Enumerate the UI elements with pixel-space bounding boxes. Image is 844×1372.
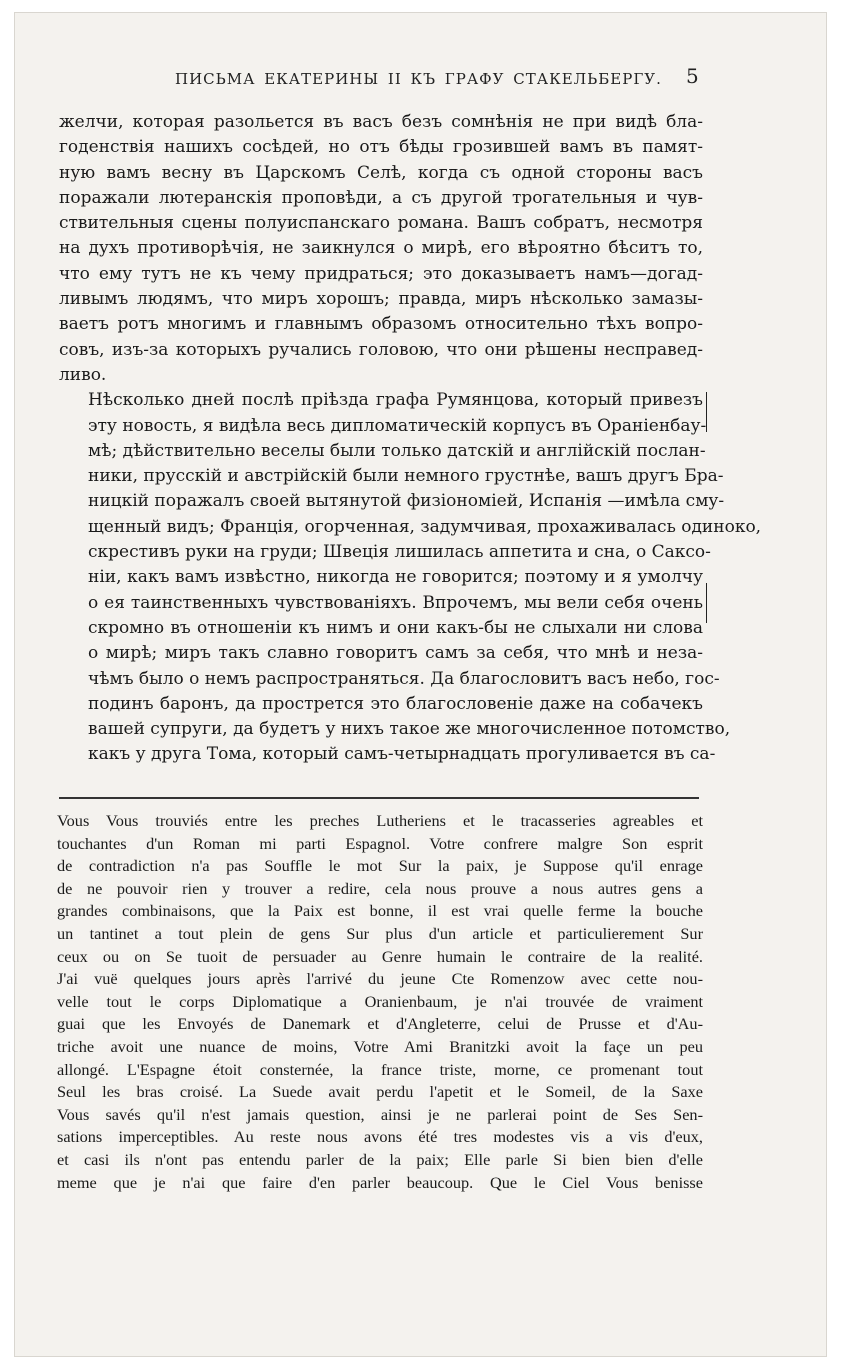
running-title: ПИСЬМА ЕКАТЕРИНЫ II КЪ ГРАФУ СТАКЕЛЬБЕРГУ.	[175, 70, 662, 88]
footnote-line: Vous savés qu'il n'est jamais question, ainsi je ne parlerai point de Ses Sen-	[57, 1104, 703, 1124]
text-line: что ему тутъ не къ чему придраться; это доказываетъ намъ—догад-	[59, 263, 703, 284]
footnote-french-original	[57, 810, 703, 1194]
main-text-body	[59, 110, 762, 768]
paragraph-2	[59, 388, 762, 767]
footnote-line: Vous Vous trouviés entre les preches Lutheriens et le tracasseries agreables et	[57, 811, 703, 830]
footnote-line: touchantes d'un Roman mi parti Espagnol. Votre confrere malgre Son esprit	[57, 833, 703, 853]
text-line: скрестивъ руки на груди; Швеція лишилась аппетита и сна, о Саксо-	[88, 542, 711, 563]
margin-bracket-mark	[700, 392, 707, 432]
text-line: совъ, изъ-за которыхъ ручались головою, что они рѣшены несправед-	[59, 339, 703, 360]
text-line: ницкій поражалъ своей вытянутой физіономіей, Испанія —имѣла сму-	[88, 491, 725, 512]
footnote-line: Seul les bras croisé. La Suede avait perdu l'apetit et le Someil, de la Saxe	[57, 1082, 703, 1102]
text-line: на духъ противорѣчія, не заикнулся о мирѣ, его вѣроятно бѣситъ то,	[59, 238, 703, 259]
text-line: годенствія нашихъ сосѣдей, но отъ бѣды грозившей вамъ въ памят-	[59, 137, 703, 158]
margin-bracket-mark-lower	[700, 583, 707, 623]
footnote-line: meme que je n'ai que faire d'en parler beaucoup. Que le Ciel Vous benisse	[57, 1172, 703, 1192]
text-line: мѣ; дѣйствительно веселы были только датскій и англійскій послан-	[88, 440, 706, 461]
text-line: ствительныя сцены полуиспанскаго романа. Вашъ собратъ, несмотря	[59, 213, 703, 234]
footnote-line: guai que les Envoyés de Danemark et d'Angleterre, celui de Prusse et d'Au-	[57, 1014, 703, 1034]
text-line: ники, прусскій и австрійскій были немного грустнѣе, вашъ другъ Бра-	[88, 466, 724, 487]
text-line: щенный видъ; Франція, огорченная, задумчивая, прохаживалась одиноко,	[88, 516, 762, 537]
page-number: 5	[686, 64, 699, 88]
footnote-line: J'ai vuë quelques jours après l'arrivé du jeune Cte Romenzow avec cette nou-	[57, 969, 703, 989]
text-line: какъ у друга Тома, который самъ-четырнадцать прогуливается въ са-	[88, 744, 716, 765]
footnote-line: de ne pouvoir rien y trouver a redire, cela nous prouve a nous autres gens a	[57, 878, 703, 898]
footnote-line: allongé. L'Espagne étoit consternée, la france triste, morne, ce promenant tout	[57, 1059, 703, 1079]
text-line: о ея таинственныхъ чувствованіяхъ. Впрочемъ, мы вели себя очень	[88, 592, 703, 613]
text-line: эту новость, я видѣла весь дипломатическій корпусъ въ Ораніенбау-	[88, 415, 707, 436]
text-line: подинъ баронъ, да прострется это благословеніе даже на собачекъ	[88, 693, 703, 714]
footnote-separator	[59, 797, 699, 799]
text-line: о мирѣ; миръ такъ славно говоритъ самъ за себя, что мнѣ и неза-	[88, 643, 703, 664]
text-line: вашей супруги, да будетъ у нихъ такое же многочисленное потомство,	[88, 719, 731, 740]
footnote-line: sations imperceptibles. Au reste nous avons été tres modestes vis a vis d'eux,	[57, 1127, 703, 1147]
footnote-line: de contradiction n'a pas Souffle le mot Sur la paix, je Suppose qu'il enrage	[57, 856, 703, 876]
text-line: ливо.	[59, 364, 107, 385]
paragraph-1	[59, 110, 703, 388]
text-line: ніи, какъ вамъ извѣстно, никогда не говорится; поэтому и я умолчу	[88, 567, 703, 588]
footnote-line: velle tout le corps Diplomatique a Oranienbaum, je n'ai trouvée de vraiment	[57, 991, 703, 1011]
footnote-line: un tantinet a tout plein de gens Sur plus d'un article et particulierement Sur	[57, 923, 703, 943]
text-line: скромно въ отношеніи къ нимъ и они какъ-бы не слыхали ни слова	[88, 617, 703, 638]
footnote-line: triche avoit une nuance de moins, Votre Ami Branitzki avoit la façe un peu	[57, 1036, 703, 1056]
text-line: ливымъ людямъ, что миръ хорошъ; правда, миръ нѣсколько замазы-	[59, 289, 703, 310]
footnote-line: et casi ils n'ont pas entendu parler de la paix; Elle parle Si bien bien d'elle	[57, 1149, 703, 1169]
text-line: желчи, которая разольется въ васъ безъ сомнѣнія не при видѣ бла-	[59, 112, 703, 132]
text-line: ную вамъ весну въ Царскомъ Селѣ, когда съ одной стороны васъ	[59, 162, 703, 183]
text-line: Нѣсколько дней послѣ пріѣзда графа Румянцова, который привезъ	[88, 390, 703, 411]
text-line: ваетъ ротъ многимъ и главнымъ образомъ относительно тѣхъ вопро-	[59, 314, 703, 335]
text-line: поражали лютеранскія проповѣди, а съ другой трогательныя и чув-	[59, 187, 703, 208]
footnote-line: ceux ou on Se tuoit de persuader au Genre humain le contraire de la realité.	[57, 946, 703, 966]
footnote-line: grandes combinaisons, que la Paix est bonne, il est vrai quelle ferme la bouche	[57, 901, 703, 921]
text-line: чѣмъ было о немъ распространяться. Да благословитъ васъ небо, гос-	[88, 668, 720, 689]
